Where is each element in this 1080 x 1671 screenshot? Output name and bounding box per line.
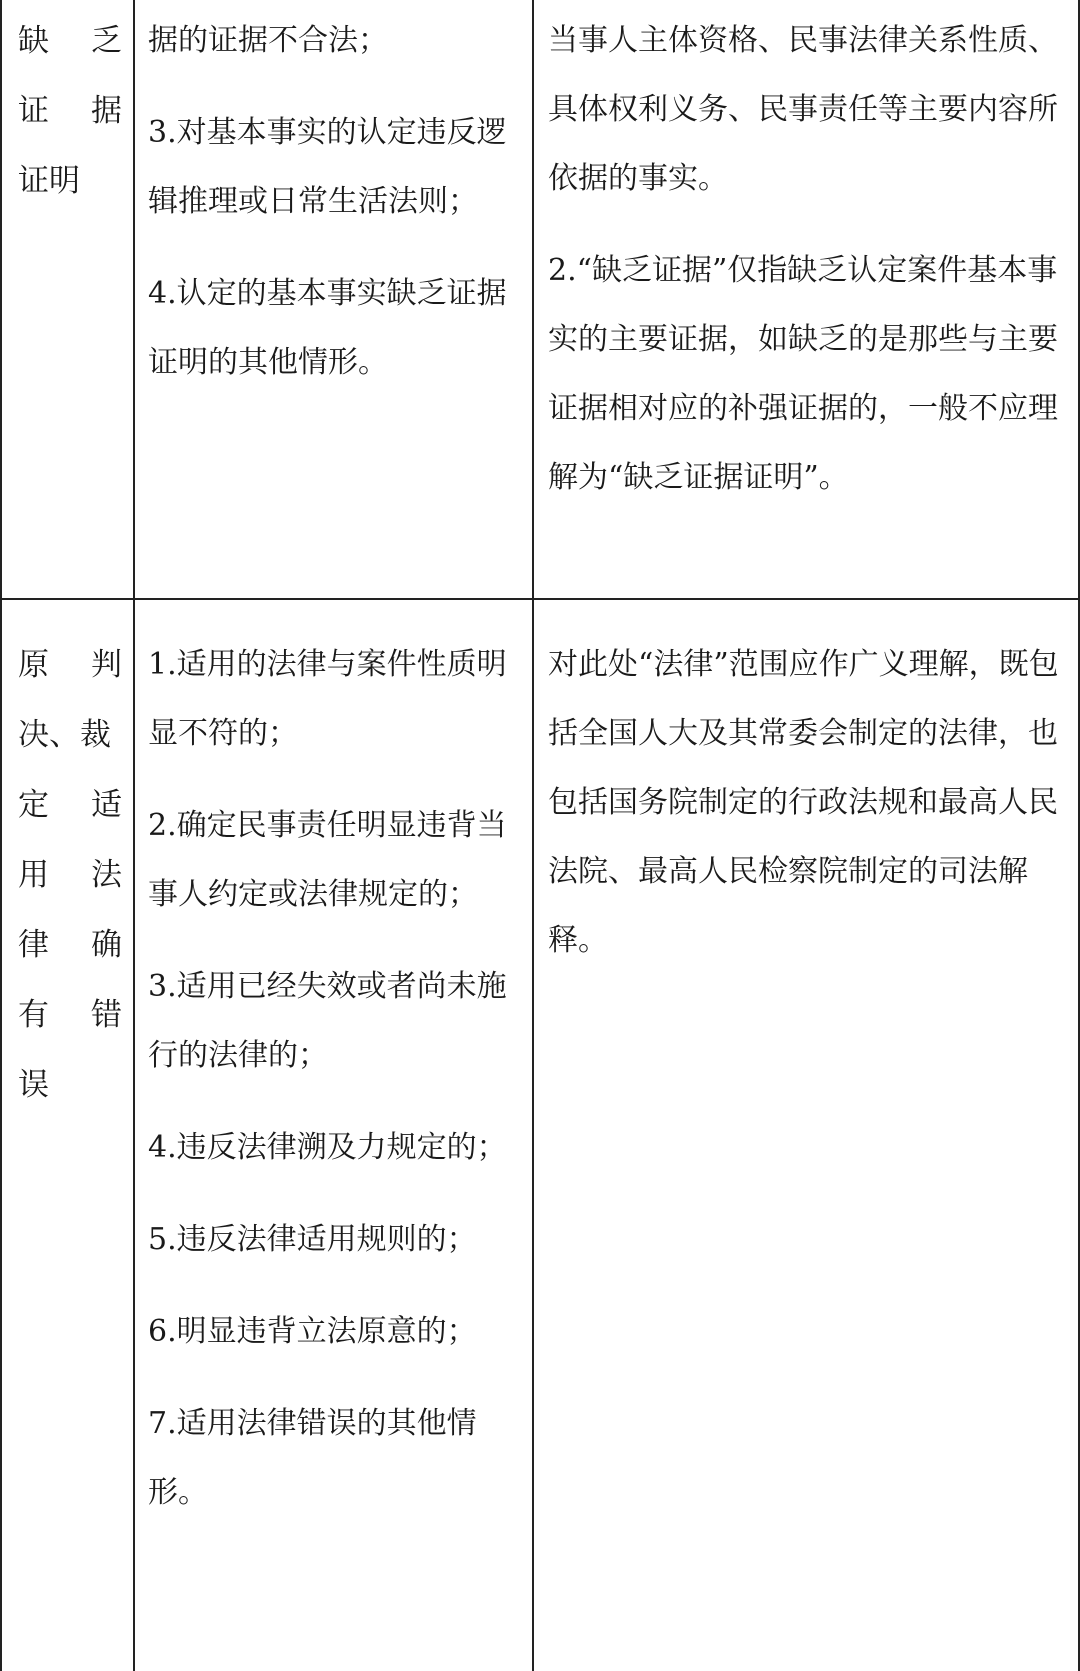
heading-line: 误 [18, 1067, 49, 1103]
row-1-situations [148, 6, 528, 397]
situation-item: 5.违反法律适用规则的； [148, 1222, 477, 1257]
row-2-heading [18, 630, 122, 1120]
heading-line: 原 判 [18, 647, 122, 683]
column-divider-1 [133, 0, 135, 1671]
situation-item: 1.适用的法律与案件性质明显不符的； [148, 647, 507, 751]
situation-item: 2.确定民事责任明显违背当事人约定或法律规定的； [148, 808, 507, 912]
heading-line: 律 确 [18, 927, 122, 963]
heading-line: 决、裁 [18, 717, 111, 753]
row-2-notes [548, 630, 1060, 975]
note-item: 2.“缺乏证据”仅指缺乏认定案件基本事实的主要证据，如缺乏的是那些与主要证据相对应的补强证据的，一般不应理解为“缺乏证据证明”。 [548, 253, 1058, 495]
row-divider [0, 598, 1080, 600]
note-item: 对此处“法律”范围应作广义理解，既包括全国人大及其常委会制定的法律，也包括国务院制定的行政法规和最高人民法院、最高人民检察院制定的司法解释。 [548, 647, 1059, 958]
row-1-notes [548, 6, 1060, 512]
heading-line: 证明 [18, 163, 80, 199]
table-border-left [0, 0, 2, 1671]
situation-item: 6.明显违背立法原意的； [148, 1314, 477, 1349]
heading-line: 用 法 [18, 857, 122, 893]
heading-line: 有 错 [18, 997, 122, 1033]
situation-item: 3.对基本事实的认定违反逻辑推理或日常生活法则； [148, 115, 507, 219]
heading-line: 定 适 [18, 787, 122, 823]
column-divider-2 [532, 0, 534, 1671]
row-2-situations [148, 630, 528, 1527]
row-1-heading [18, 6, 122, 216]
situation-item: 4.认定的基本事实缺乏证据证明的其他情形。 [148, 276, 507, 380]
situation-item: 4.违反法律溯及力规定的； [148, 1130, 507, 1165]
heading-line: 证 据 [18, 93, 122, 129]
situation-item: 3.适用已经失效或者尚未施行的法律的； [148, 969, 507, 1073]
heading-line: 缺 乏 [18, 23, 122, 59]
situation-item: 7.适用法律错误的其他情形。 [148, 1406, 477, 1510]
note-item: 当事人主体资格、民事法律关系性质、具体权利义务、民事责任等主要内容所依据的事实。 [548, 23, 1058, 196]
situation-item: 据的证据不合法； [148, 23, 388, 58]
